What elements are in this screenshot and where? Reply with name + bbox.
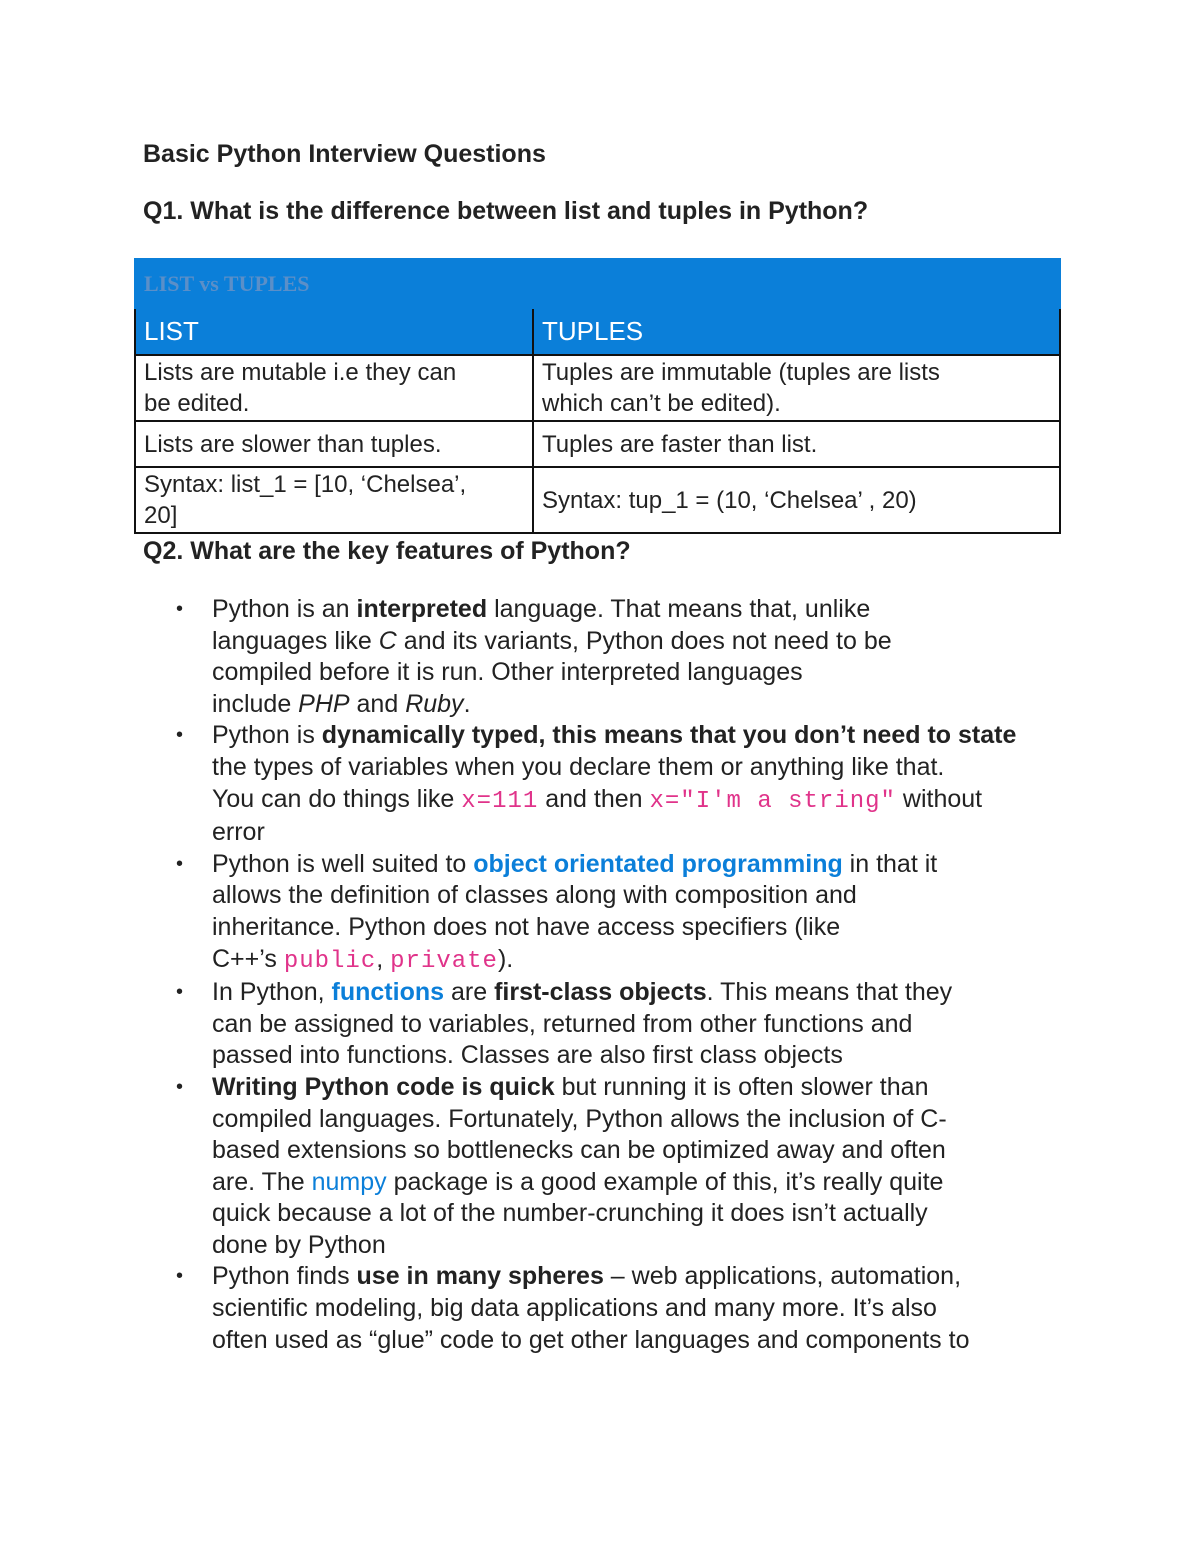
text-run: allows the definition of classes along with composition and: [212, 881, 857, 910]
cell-line: Tuples are faster than list.: [542, 430, 818, 458]
table-row: [135, 355, 1060, 421]
text-line: [212, 977, 1082, 1009]
text-run-italic: C: [378, 626, 397, 655]
header-list: LIST: [135, 308, 533, 355]
list-item: [212, 849, 1082, 977]
text-line: [212, 626, 1082, 658]
text-run: and then: [538, 784, 650, 813]
text-line: [212, 817, 1082, 849]
text-run: – web applications, automation,: [603, 1262, 962, 1291]
table-cell-list: [135, 355, 533, 421]
cell-line: 20]: [144, 502, 178, 529]
text-run: compiled languages. Fortunately, Python allows the inclusion of C-: [212, 1104, 947, 1133]
table-cell-tuples: [533, 467, 1060, 533]
inline-code: x="I'm a string": [649, 787, 896, 815]
list-item: [212, 1072, 1082, 1262]
list-vs-tuples-table: [134, 258, 1061, 534]
text-run: but running it is often slower than: [554, 1072, 929, 1101]
text-run: quick because a lot of the number-crunching it does isn’t actually: [212, 1199, 928, 1228]
text-run-italic: Ruby: [405, 689, 464, 718]
text-line: [212, 752, 1082, 784]
text-run: based extensions so bottlenecks can be optimized away and often: [212, 1136, 946, 1165]
list-item: [212, 720, 1082, 848]
text-run: include: [212, 689, 299, 718]
document-title: Basic Python Interview Questions: [143, 140, 546, 168]
table-row: [135, 467, 1060, 533]
text-run-italic: PHP: [298, 689, 350, 718]
cell-line: Lists are mutable i.e they can: [144, 359, 457, 386]
text-run: and its variants, Python does not need to be: [396, 626, 892, 655]
text-line: [212, 1009, 1082, 1041]
text-run: Python is well suited to: [212, 849, 474, 878]
features-list: [212, 594, 1082, 1356]
text-run: language. That means that, unlike: [487, 595, 871, 623]
text-line: [212, 689, 1082, 721]
text-line: [212, 944, 1082, 978]
text-run: in that it: [842, 849, 938, 878]
text-run-bold: Writing Python code is quick: [212, 1072, 555, 1101]
text-line: [212, 1261, 1082, 1293]
text-run-bold: interpreted: [356, 595, 488, 623]
text-run-bold: , this means that you don’t need to state: [538, 721, 1017, 750]
question-2-heading: Q2. What are the key features of Python?: [143, 537, 631, 565]
table-row: [135, 421, 1060, 467]
text-line: [212, 1325, 1082, 1357]
text-run: . This means that they: [706, 978, 953, 1007]
table-cell-tuples: [533, 355, 1060, 421]
link-functions[interactable]: functions: [331, 978, 445, 1007]
text-run: package is a good example of this, it’s really quite: [386, 1167, 944, 1196]
text-line: [212, 880, 1082, 912]
list-item: [212, 977, 1082, 1072]
text-run-bold: use in many spheres: [356, 1262, 604, 1291]
text-line: [212, 849, 1082, 881]
text-run: compiled before it is run. Other interpreted languages: [212, 658, 803, 687]
text-run: are: [444, 978, 495, 1007]
inline-code: x=111: [461, 787, 539, 815]
text-line: [212, 1040, 1082, 1072]
text-line: [212, 1198, 1082, 1230]
text-line: [212, 1072, 1082, 1104]
text-run: inheritance. Python does not have access specifiers (like: [212, 912, 841, 941]
text-run: error: [212, 818, 265, 847]
text-run: You can do things like: [212, 784, 462, 813]
cell-line: Lists are slower than tuples.: [144, 430, 442, 458]
table-caption: LIST vs TUPLES: [135, 259, 1060, 308]
text-line: [212, 1167, 1082, 1199]
cell-line: Tuples are immutable (tuples are lists: [542, 359, 940, 386]
text-line: [212, 1230, 1082, 1262]
cell-line: Syntax: list_1 = [10, ‘Chelsea’,: [144, 471, 467, 498]
text-line: [212, 1135, 1082, 1167]
text-run: ).: [497, 944, 514, 973]
list-item: [212, 1261, 1082, 1356]
link-object-orientated-programming[interactable]: object orientated programming: [473, 849, 843, 878]
text-run: often used as “glue” code to get other languages and components to: [212, 1325, 970, 1354]
text-run: Python is an: [212, 595, 357, 623]
cell-line: which can’t be edited).: [542, 390, 781, 417]
text-run: .: [463, 689, 471, 718]
text-line: [212, 720, 1082, 752]
question-1-heading: Q1. What is the difference between list and tuples in Python?: [143, 197, 869, 225]
text-run: Python finds: [212, 1262, 357, 1291]
text-line: [212, 594, 1082, 626]
header-tuples: TUPLES: [533, 308, 1060, 355]
table-header-row: [135, 308, 1060, 355]
text-run: done by Python: [212, 1230, 386, 1259]
text-run: C++’s: [212, 944, 284, 973]
table-caption-row: [135, 259, 1060, 308]
text-run-bold: first-class objects: [494, 978, 707, 1007]
text-line: [212, 912, 1082, 944]
text-run: In Python,: [212, 978, 332, 1007]
text-run: the types of variables when you declare them or anything like that.: [212, 752, 945, 781]
text-line: [212, 1104, 1082, 1136]
text-run: languages like: [212, 626, 379, 655]
text-run: scientific modeling, big data applications and many more. It’s also: [212, 1294, 937, 1323]
text-run: without: [895, 784, 983, 813]
list-item: [212, 594, 1082, 720]
text-run: are. The: [212, 1167, 312, 1196]
inline-code: private: [390, 947, 498, 975]
text-line: [212, 784, 1082, 818]
table-cell-list: [135, 467, 533, 533]
text-run: ,: [376, 944, 391, 973]
cell-line: be edited.: [144, 390, 250, 417]
text-run-bold: dynamically typed: [321, 721, 539, 750]
text-run: and: [349, 689, 406, 718]
text-run: can be assigned to variables, returned from other functions and: [212, 1009, 913, 1038]
cell-line: Syntax: tup_1 = (10, ‘Chelsea’ , 20): [542, 486, 917, 514]
link-numpy[interactable]: numpy: [311, 1167, 387, 1196]
text-line: [212, 657, 1082, 689]
inline-code: public: [283, 947, 377, 975]
table-cell-list: [135, 421, 533, 467]
text-run: passed into functions. Classes are also first class objects: [212, 1041, 843, 1070]
table-cell-tuples: [533, 421, 1060, 467]
text-line: [212, 1293, 1082, 1325]
text-run: Python is: [212, 721, 322, 750]
